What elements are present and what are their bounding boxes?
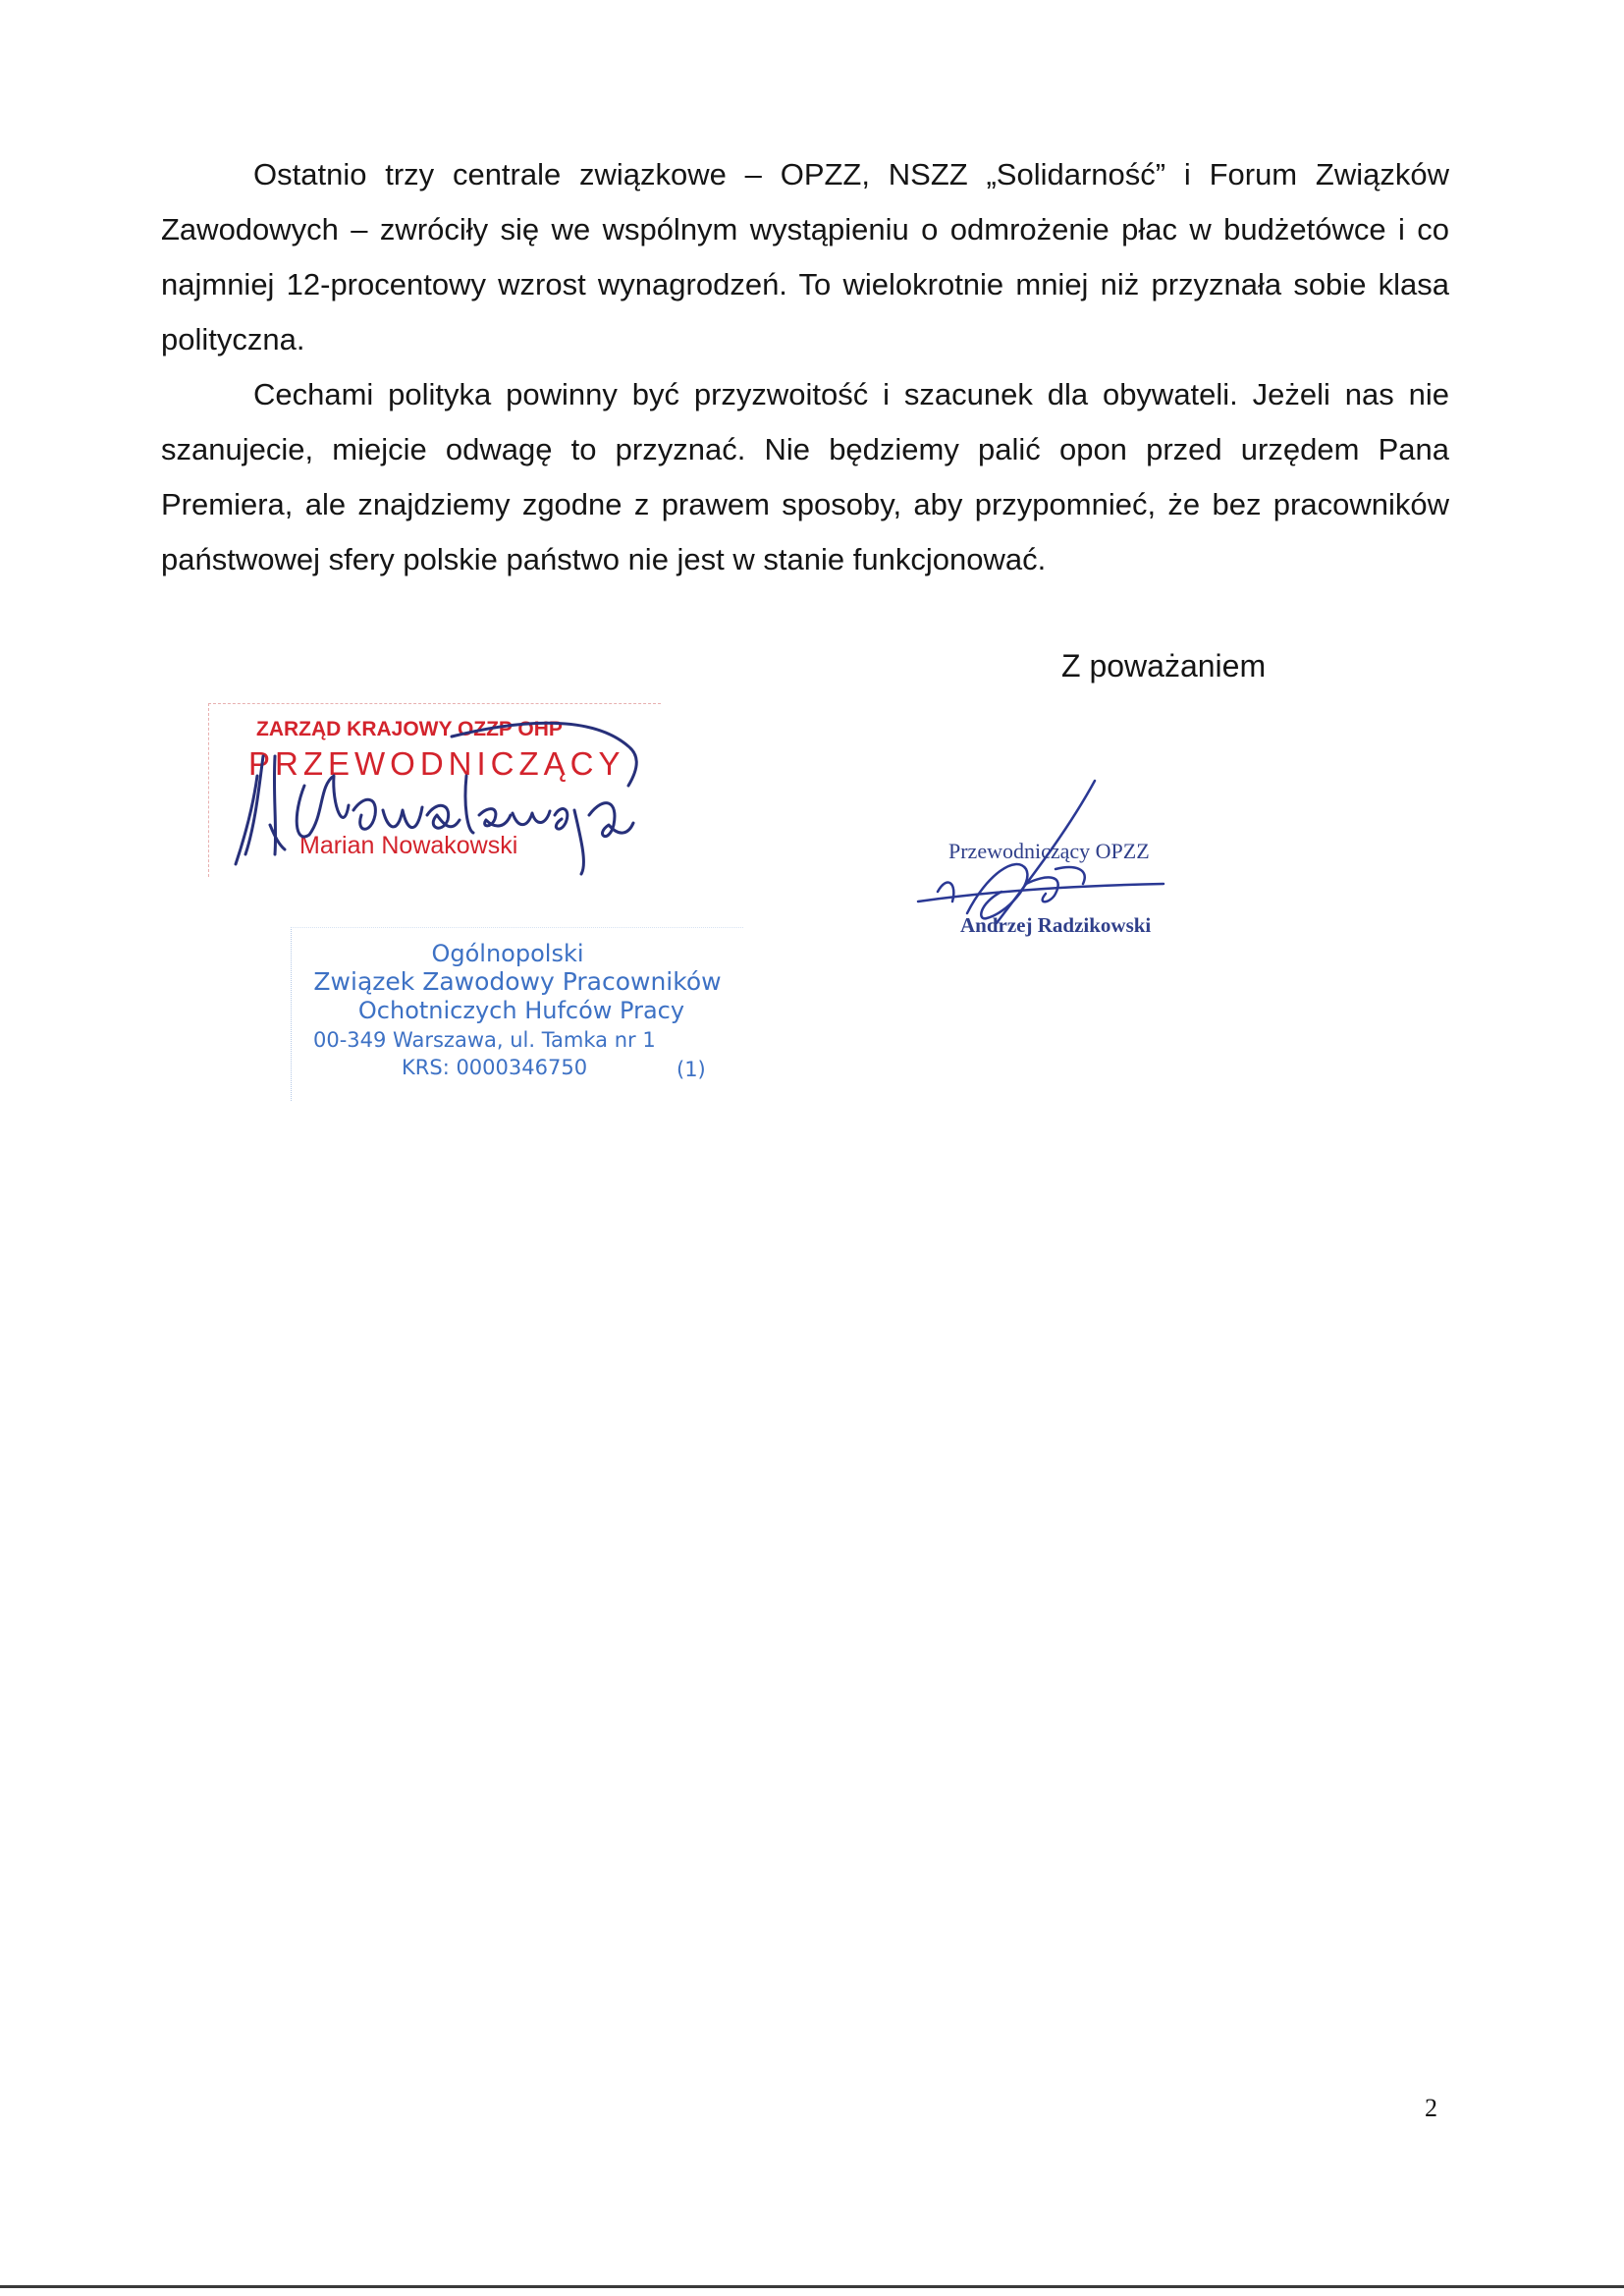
opzz-name: Andrzej Radzikowski [960, 913, 1152, 937]
opzz-signature-block [908, 776, 1203, 953]
blue-stamp-line-2: Związek Zawodowy Pracowników [313, 967, 722, 996]
signature-nowakowski [216, 717, 658, 884]
closing-salutation: Z poważaniem [1061, 648, 1267, 683]
red-stamp-line-2: PRZEWODNICZĄCY [248, 745, 625, 782]
page-number: 2 [1425, 2094, 1437, 2122]
opzz-title: Przewodniczący OPZZ [948, 839, 1150, 863]
paragraph-1: Ostatnio trzy centrale związkowe – OPZZ, NSZZ „Solidarność” i Forum Związków Zawodowych – zwróciły się we wspólnym wystąpieniu o odmrożenie płac w budżetówce i co najmniej 12-procentowy wzrost wynagrodzeń. To wielokrotnie mniej niż przyznała sobie klasa polityczna. [161, 157, 1449, 356]
blue-stamp-number: (1) [677, 1058, 706, 1081]
red-stamp-line-3: Marian Nowakowski [299, 832, 518, 859]
paragraph-2: Cechami polityka powinny być przyzwoitość i szacunek dla obywateli. Jeżeli nas nie szanujecie, miejcie odwagę to przyznać. Nie będziemy palić opon przed urzędem Pana Premiera, ale znajdziemy zgodne z prawem sposoby, aby przypomnieć, że bez pracowników państwowej sfery polskie państwo nie jest w stanie funkcjonować. [161, 377, 1449, 576]
blue-stamp-address: 00-349 Warszawa, ul. Tamka nr 1 [313, 1028, 656, 1052]
scan-bottom-edge [0, 2285, 1624, 2288]
blue-stamp-line-1: Ogólnopolski [431, 940, 584, 967]
red-stamp-line-1: ZARZĄD KRAJOWY OZZP OHP [256, 718, 563, 740]
blue-stamp-line-3: Ochotniczych Hufców Pracy [357, 997, 685, 1024]
letter-body [161, 147, 1449, 587]
blue-stamp-krs: KRS: 0000346750 [402, 1056, 588, 1079]
blue-stamp [291, 927, 743, 1101]
